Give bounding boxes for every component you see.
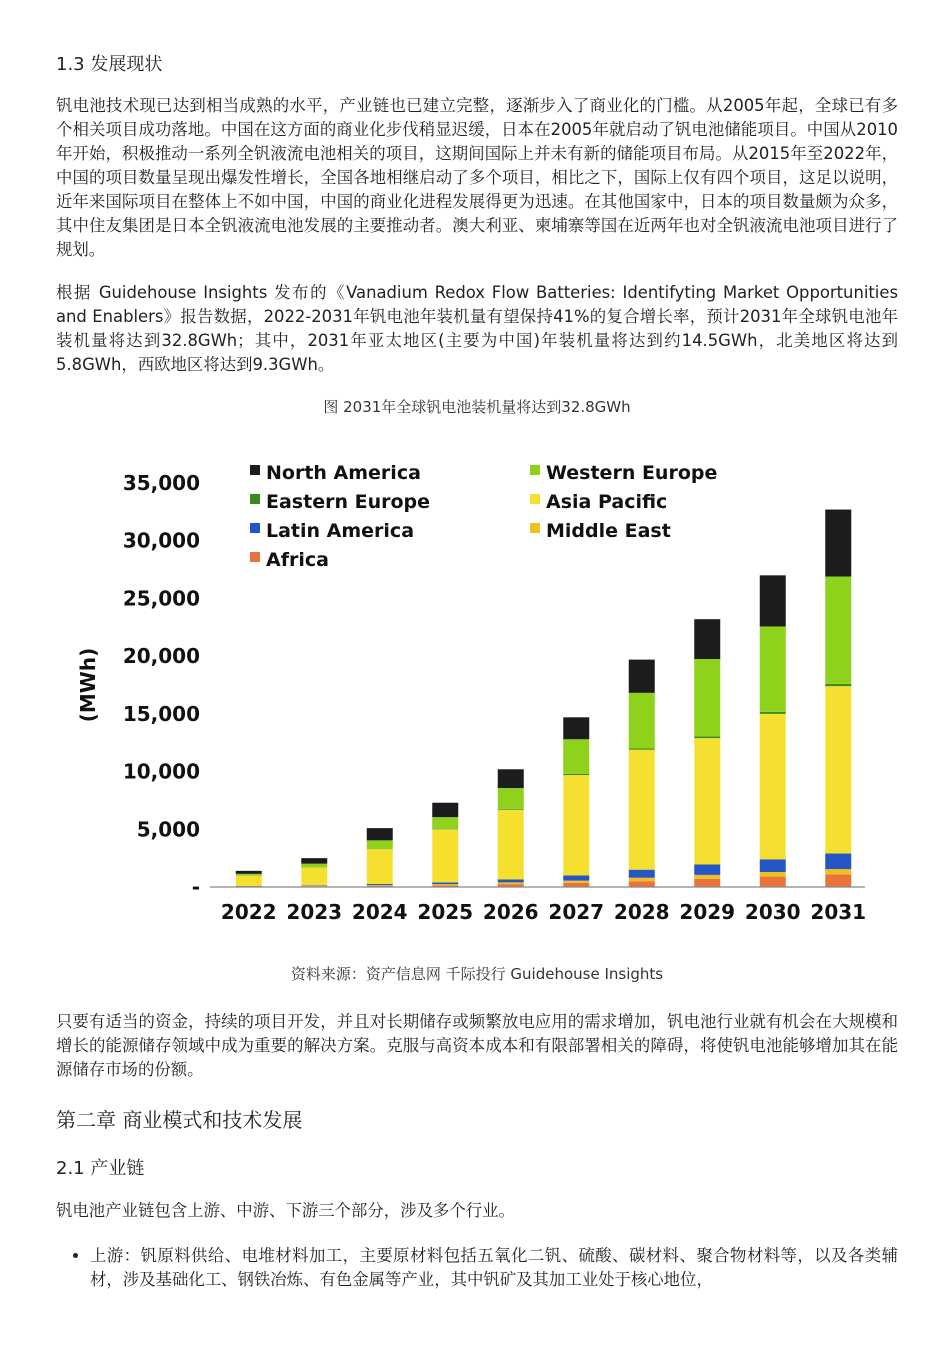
x-tick-label: 2022 [220,900,277,924]
x-tick-label: 2030 [744,900,801,924]
legend-swatch-latin-america [250,523,260,533]
y-tick-label: 25,000 [122,586,200,611]
x-tick-label: 2025 [417,900,474,924]
chart-legend [250,462,717,571]
legend-label: Eastern Europe [266,491,431,513]
bar-segment-western-europe [825,576,851,683]
bar-segment-latin-america [498,879,524,882]
y-tick-label: 10,000 [122,759,200,784]
legend-label: Middle East [546,520,671,542]
bar-segment-north-america [694,619,720,659]
y-tick-label: 5,000 [136,817,200,842]
industry-chain-list [56,1244,898,1292]
bar-segment-western-europe [498,788,524,809]
legend-swatch-africa [250,552,260,562]
bar-segment-latin-america [694,864,720,874]
bar-segment-latin-america [825,854,851,870]
bar-segment-eastern-europe [694,736,720,738]
x-tick-label: 2023 [286,900,343,924]
bar-segment-north-america [432,803,458,817]
bar-segment-asia-pacific [432,829,458,882]
bar-segment-asia-pacific [367,849,393,884]
bar-segment-latin-america [432,882,458,884]
bar-segment-north-america [629,660,655,693]
x-tick-label: 2024 [351,900,408,924]
bar-segment-asia-pacific [629,750,655,870]
x-tick-label: 2027 [548,900,605,924]
bar-segment-middle-east [825,869,851,874]
bar-segment-asia-pacific [498,810,524,880]
bar-segment-middle-east [563,881,589,883]
bar-segment-middle-east [629,878,655,881]
x-tick-label: 2026 [482,900,539,924]
legend-label: Latin America [266,520,415,542]
bar-segment-western-europe [301,864,327,867]
legend-swatch-eastern-europe [250,494,260,504]
bar-segment-north-america [760,575,786,626]
bar-segment-asia-pacific [760,714,786,859]
bar-segment-western-europe [563,739,589,774]
bar-segment-eastern-europe [629,748,655,749]
bar-segment-western-europe [236,874,262,876]
section-heading-1-3: 1.3 发展现状 [56,54,163,75]
bar-segment-middle-east [694,875,720,879]
bar-segment-asia-pacific [301,867,327,885]
bar-segment-africa [629,881,655,887]
paragraph-guidehouse-report: 根据 Guidehouse Insights 发布的《Vanadium Redox Flow Batteries: Identifyting Market Opportunities and Enablers》报告数据，2022-2031年钒电池年装机量有望保持41%的复合增长率，预计2031年全球钒电池年装机量将达到32.8GWh；其中，2031年亚太地区(主要为中国)年装机量将达到约14.5GWh，北美地区将达到5.8GWh，西欧地区将达到9.3GWh。 [56,283,898,374]
y-tick-label: 15,000 [122,701,200,726]
bar-segment-asia-pacific [563,775,589,875]
paragraph-development-status: 钒电池技术现已达到相当成熟的水平，产业链也已建立完整，逐渐步入了商业化的门槛。从2005年起，全球已有多个相关项目成功落地。中国在这方面的商业化步伐稍显迟缓，日本在2005年就启动了钒电池储能项目。中国从2010年开始，积极推动一系列全钒液流电池相关的项目，这期间国际上并未有新的储能项目布局。从2015年至2022年，中国的项目数量呈现出爆发性增长，全国各地相继启动了多个项目，相比之下，国际上仅有四个项目，这足以说明，近年来国际项目在整体上不如中国，中国的商业化进程发展得更为迅速。在其他国家中，日本的项目数量颇为众多，其中住友集团是日本全钒液流电池发展的主要推动者。澳大利亚、柬埔寨等国在近两年也对全钒液流电池项目进行了规划。 [56,96,898,259]
bar-segment-latin-america [367,884,393,885]
y-axis [76,471,200,899]
bar-segment-western-europe [694,659,720,736]
bar-segment-middle-east [498,882,524,884]
installed-capacity-chart [70,445,880,935]
y-axis-label: (MWh) [76,647,100,723]
bar-segment-north-america [825,510,851,577]
source-note: 资料来源：资产信息网 千际投行 Guidehouse Insights [290,965,664,983]
bar-segment-middle-east [432,884,458,885]
legend-swatch-western-europe [530,465,540,475]
x-axis [210,887,866,924]
legend-swatch-asia-pacific [530,494,540,504]
chapter-heading-2: 第二章 商业模式和技术发展 [56,1108,303,1132]
bar-segment-africa [563,883,589,887]
bar-segment-north-america [236,871,262,874]
x-tick-label: 2031 [810,900,867,924]
bar-segment-eastern-europe [825,684,851,686]
legend-label: Africa [266,549,329,571]
bar-segment-latin-america [760,859,786,872]
y-tick-label: 35,000 [122,471,200,495]
bar-segment-africa [760,877,786,887]
bar-segment-asia-pacific [236,876,262,886]
bar-segment-africa [825,874,851,887]
y-tick-label: - [191,875,200,899]
bar-segment-asia-pacific [825,686,851,853]
legend-swatch-middle-east [530,523,540,533]
bar-segment-eastern-europe [432,829,458,830]
paragraph-outlook: 只要有适当的资金，持续的项目开发，并且对长期储存或频繁放电应用的需求增加，钒电池行业就有机会在大规模和增长的能源储存领域中成为重要的解决方案。克服与高资本成本和有限部署相关的障碍，将使钒电池能够增加其在能源储存市场的份额。 [56,1012,898,1079]
bar-segment-eastern-europe [760,712,786,714]
paragraph-industry-chain: 钒电池产业链包含上游、中游、下游三个部分，涉及多个行业。 [56,1201,515,1220]
bar-segment-western-europe [760,626,786,711]
bar-segment-north-america [367,828,393,840]
legend-label: North America [266,462,421,484]
y-tick-label: 30,000 [122,528,200,553]
bar-segment-latin-america [629,870,655,878]
legend-label: Asia Pacific [546,491,668,513]
bar-segment-africa [694,879,720,887]
bar-segment-latin-america [563,875,589,880]
list-item-upstream: • 上游：钒原料供给、电堆材料加工，主要原材料包括五氧化二钒、硫酸、碳材料、聚合物材料等，以及各类辅材，涉及基础化工、钢铁冶炼、有色金属等产业，其中钒矿及其加工业处于核心地位， [90,1244,898,1292]
bar-segment-western-europe [629,693,655,748]
bar-segment-north-america [301,858,327,864]
bar-segment-north-america [563,717,589,739]
bar-segment-latin-america [301,885,327,886]
legend-swatch-north-america [250,465,260,475]
figure-caption: 图 2031年全球钒电池装机量将达到32.8GWh [323,398,631,416]
legend-label: Western Europe [546,462,718,484]
bar-segment-western-europe [367,840,393,848]
bar-segment-north-america [498,769,524,788]
section-heading-2-1: 2.1 产业链 [56,1158,145,1179]
bar-segment-middle-east [760,872,786,877]
bar-segment-asia-pacific [694,738,720,864]
bar-segment-middle-east [367,885,393,886]
bar-segment-eastern-europe [498,809,524,810]
x-tick-label: 2028 [613,900,670,924]
bar-segment-eastern-europe [563,774,589,775]
x-tick-label: 2029 [679,900,736,924]
bar-segment-western-europe [432,817,458,829]
y-tick-label: 20,000 [122,644,200,669]
